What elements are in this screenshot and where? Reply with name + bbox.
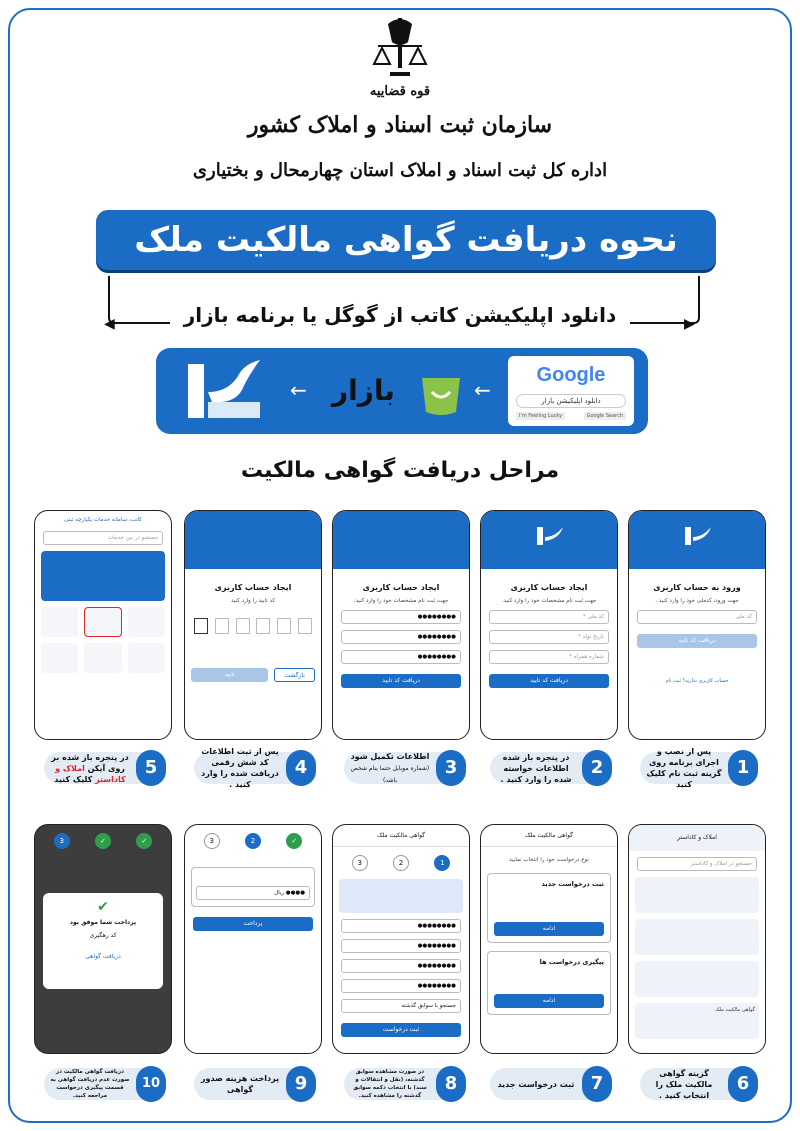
progress-steps: 1 2 3 [333,847,469,875]
mobile-input[interactable]: ●●●●●●●● [341,650,461,664]
steps-title: مراحل دریافت گواهی مالکیت [240,458,560,483]
national-code-input[interactable]: ●●●●●●●● [341,610,461,624]
form-field[interactable]: ●●●●●●●● [341,959,461,973]
arrow-left-icon: ← [290,378,307,402]
step-caption-4: 4 پس از ثبت اطلاعات کد شش رقمی دریافت شده را وارد کنید . [194,752,314,784]
register-title: ایجاد حساب کاربری [214,583,292,592]
screen-header [185,511,321,569]
birth-date-input[interactable]: ●●●●●●●● [341,630,461,644]
confirm-button[interactable]: تایید [191,668,268,682]
google-lucky-button[interactable]: I'm Feeling Lucky [516,412,565,420]
otp-subtitle: کد تایید را وارد کنید [230,598,276,604]
service-tile[interactable] [128,643,165,673]
kateb-logo-icon[interactable] [178,356,268,426]
app-title: کاتب، سامانه خدمات یکپارچه ثبتی [64,517,142,523]
get-certificate-button[interactable]: دریافت گواهی [85,953,121,960]
back-button[interactable]: بازگشت [274,668,315,682]
otp-inputs[interactable] [191,618,315,634]
office-title: اداره کل ثبت اسناد و املاک استان چهارمحال و بختیاری [192,160,608,181]
judiciary-label: قوه قضاییه [369,84,431,99]
service-tile-estates[interactable] [84,607,121,637]
kateb-logo-icon [683,525,713,547]
get-code-button[interactable]: دریافت کد تایید [341,674,461,688]
service-tile[interactable] [41,643,78,673]
history-search-checkbox[interactable]: جستجو با سوابق گذشته [341,999,461,1013]
service-tile[interactable] [128,607,165,637]
birth-date-input[interactable]: تاریخ تولد * [489,630,609,644]
otp-actions [191,668,315,682]
mobile-input[interactable]: شماره همراه * [489,650,609,664]
download-text: دانلود اپلیکیشن کاتب از گوگل یا برنامه بازار [0,303,800,327]
kateb-logo-icon [535,525,565,547]
google-buttons [516,412,626,420]
step-caption-8: 8 در صورت مشاهده سوابق گذشته، (نقل و انتقالات و سند) با انتخاب دکمه سوابق گذشته را مشاهده کنید. [344,1068,464,1100]
service-tile[interactable] [84,643,121,673]
step-caption-2: 2 در پنجره باز شده اطلاعات خواسته شده را وارد کنید . [490,752,610,784]
form-field[interactable]: ●●●●●●●● [341,979,461,993]
google-search-button[interactable]: Google Search [584,412,626,420]
screen-step-9 [184,824,322,1054]
services-grid [35,601,171,679]
register-subtitle: جهت ثبت نام مشخصات خود را وارد کنید. [353,598,449,604]
form-field[interactable]: ●●●●●●●● [341,939,461,953]
screen-step-3 [332,510,470,740]
step-caption-6: 6 گزینه گواهی مالکیت ملک را انتخاب کنید . [640,1068,756,1100]
screen-step-4 [184,510,322,740]
bazar-logo-text: بازار [332,374,395,407]
step-caption-5: 5 در پنجره باز شده بر روی آیکن املاک و کاداستر کلیک کنید [44,752,164,784]
step-caption-9: 9 پرداخت هزینه صدور گواهی [194,1068,314,1100]
screen-step-10 [34,824,172,1054]
service-row[interactable] [635,961,759,997]
screen-step-5 [34,510,172,740]
estates-search-input[interactable]: جستجو در املاک و کاداستر [637,857,757,871]
service-row[interactable] [635,877,759,913]
national-code-input[interactable]: کد ملی [637,610,757,624]
screen-step-2 [480,510,618,740]
request-type-question: نوع درخواست خود را انتخاب نمایید [509,857,589,863]
payment-box [191,867,315,907]
check-icon: ✔ [97,899,109,915]
promo-banner [41,551,165,601]
google-card[interactable] [508,356,634,426]
continue-button[interactable]: ادامه [494,922,604,936]
screen-step-7 [480,824,618,1054]
get-code-button[interactable]: دریافت کد تایید [637,634,757,648]
register-title: ایجاد حساب کاربری [362,583,440,592]
progress-steps: ✓ ✓ 3 [35,825,171,853]
register-subtitle: جهت ثبت نام مشخصات خود را وارد کنید. [501,598,597,604]
google-logo: Google [536,364,606,386]
screen-title: گواهی مالکیت ملک [333,825,469,847]
ownership-certificate-row[interactable]: گواهی مالکیت ملک [635,1003,759,1039]
screen-step-1 [628,510,766,740]
pay-button[interactable]: پرداخت [193,917,313,931]
register-title: ایجاد حساب کاربری [510,583,588,592]
success-dialog: ✔ پرداخت شما موفق بود کد رهگیری دریافت گواهی [43,893,163,989]
login-subtitle: جهت ورود، کدملی خود را وارد کنید . [655,598,739,604]
screen-header [333,511,469,569]
form-field[interactable]: ●●●●●●●● [341,919,461,933]
main-banner: نحوه دریافت گواهی مالکیت ملک [96,210,716,270]
google-search-box[interactable]: دانلود اپلیکیشن بازار [516,394,626,408]
services-search-input[interactable]: جستجو در بین خدمات [43,531,163,545]
estates-header: املاک و کاداستر [629,825,765,851]
screen-step-6 [628,824,766,1054]
new-request-card[interactable]: ثبت درخواست جدید ادامه [487,873,611,943]
national-code-input[interactable]: کد ملی * [489,610,609,624]
arrow-left-icon: ← [474,378,491,402]
step-caption-10: 10 دریافت گواهی مالکیت در صورت عدم دریافت گواهی به قسمت پیگیری درخواست مراجعه کنید. [44,1068,164,1100]
amount-field: ●●●● ریال [196,886,310,900]
submit-request-button[interactable]: ثبت درخواست [341,1023,461,1037]
step-caption-7: 7 ثبت درخواست جدید [490,1068,610,1100]
get-code-button[interactable]: دریافت کد تایید [489,674,609,688]
service-tile[interactable] [41,607,78,637]
service-row[interactable] [635,919,759,955]
continue-button[interactable]: ادامه [494,994,604,1008]
screen-title: گواهی مالکیت ملک [481,825,617,847]
login-title: ورود به حساب کاربری [653,583,741,592]
step-caption-3: 3 اطلاعات تکمیل شود (شماره موبایل حتما بنام شخص باشد) [344,752,464,784]
screen-header [629,511,765,569]
screen-header [481,511,617,569]
judiciary-emblem-icon [370,14,430,84]
arrow-right-icon: ▶ [684,316,695,332]
bazar-bag-icon[interactable] [418,362,464,416]
follow-requests-card[interactable]: پیگیری درخواست ها ادامه [487,951,611,1015]
screen-step-8 [332,824,470,1054]
arrow-left-icon: ◀ [104,316,115,332]
progress-steps: ✓ 2 3 [185,825,321,853]
info-box [339,879,463,913]
register-link[interactable]: حساب کاربری ندارید؟ ثبت نام [665,678,729,684]
store-bar [156,348,648,434]
step-caption-1: 1 پس از نصب و اجرای برنامه روی گزینه ثبت نام کلیک کنید [640,752,756,784]
organization-title: سازمان ثبت اسناد و املاک کشور [247,112,553,138]
